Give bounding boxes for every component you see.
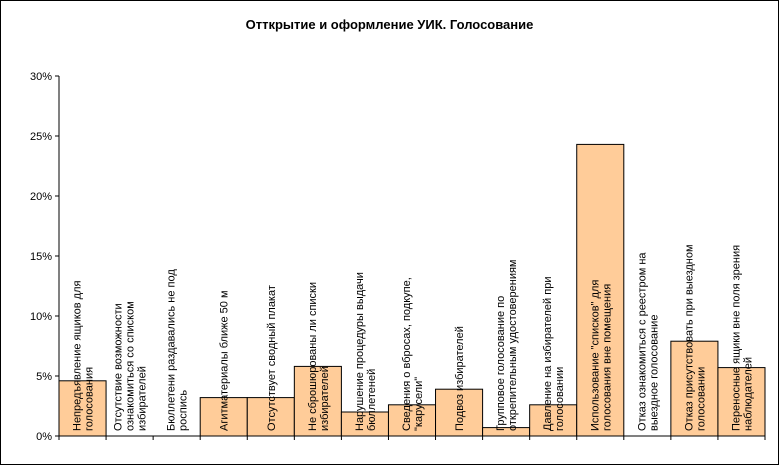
category-label-line: Сведения о вбросах, подкупе, xyxy=(401,277,413,431)
category-label-line: Непредъявление ящиков для xyxy=(71,280,84,431)
category-label xyxy=(636,252,660,431)
category-label-line: роспись xyxy=(177,389,190,431)
category-label-line: выездное голосование xyxy=(648,314,661,431)
category-label xyxy=(219,290,231,431)
category-label-line: Отсутствует сводный плакат xyxy=(265,285,278,431)
category-label xyxy=(683,244,707,431)
y-tick-label: 5% xyxy=(36,371,52,383)
category-label-line: голосовании xyxy=(695,366,708,431)
category-label xyxy=(113,301,149,431)
y-tick-label: 0% xyxy=(36,431,52,443)
category-label-line: Нарушение процедуры выдачи xyxy=(353,272,366,431)
category-label xyxy=(542,277,566,431)
category-label-line: Подвоз избирателей xyxy=(454,326,467,431)
category-labels xyxy=(72,244,755,431)
category-label xyxy=(454,326,466,431)
category-label-line: "карусели" xyxy=(413,376,425,431)
y-tick-label: 25% xyxy=(29,131,52,143)
category-label-line: наблюдателей xyxy=(742,356,755,431)
category-label xyxy=(401,277,425,431)
y-tick-label: 15% xyxy=(29,251,52,263)
category-label-line: голосования xyxy=(83,366,96,431)
category-label-line: Давление на избирателей при xyxy=(542,276,555,431)
category-label xyxy=(72,281,96,431)
category-label xyxy=(307,282,331,431)
category-label-line: голосовании xyxy=(554,366,567,431)
category-label-line: Групповое голосование по xyxy=(495,295,508,431)
category-label-line: ознакомиться со списком xyxy=(124,301,137,431)
category-label-line: Не сброшюрованы ли списки xyxy=(306,281,319,431)
category-label xyxy=(166,269,190,431)
chart-title: Отткрытие и оформление УИК. Голосование xyxy=(245,17,534,32)
category-label-line: Бюллетени раздавались не под xyxy=(165,269,178,431)
category-label-line: голосования вне помещения xyxy=(601,283,614,431)
category-label xyxy=(354,272,378,431)
category-label-line: Отказ присутствовать при выездном xyxy=(683,244,696,431)
category-label-line: открепительным удостоверениям xyxy=(507,259,520,431)
category-label-line: Отказ ознакомиться с реестром на xyxy=(636,252,649,431)
category-label-line: избирателей xyxy=(318,366,331,431)
bar-chart xyxy=(1,1,778,464)
category-label xyxy=(589,280,613,431)
category-label-line: Отсутствие возможности xyxy=(112,303,125,431)
y-tick-label: 10% xyxy=(29,311,52,323)
category-label-line: Использование "списков" для xyxy=(589,279,602,431)
category-label-line: Переносные ящики вне поля зрения xyxy=(730,244,743,431)
category-label xyxy=(266,285,278,431)
y-tick-label: 30% xyxy=(29,71,52,83)
category-label-line: избирателей xyxy=(136,366,149,431)
category-label xyxy=(730,245,754,431)
category-label xyxy=(495,260,519,432)
y-tick-label: 20% xyxy=(29,191,52,203)
category-label-line: бюллетеней xyxy=(365,368,378,431)
category-label-line: Агитматериалы ближе 50 м xyxy=(218,290,231,431)
